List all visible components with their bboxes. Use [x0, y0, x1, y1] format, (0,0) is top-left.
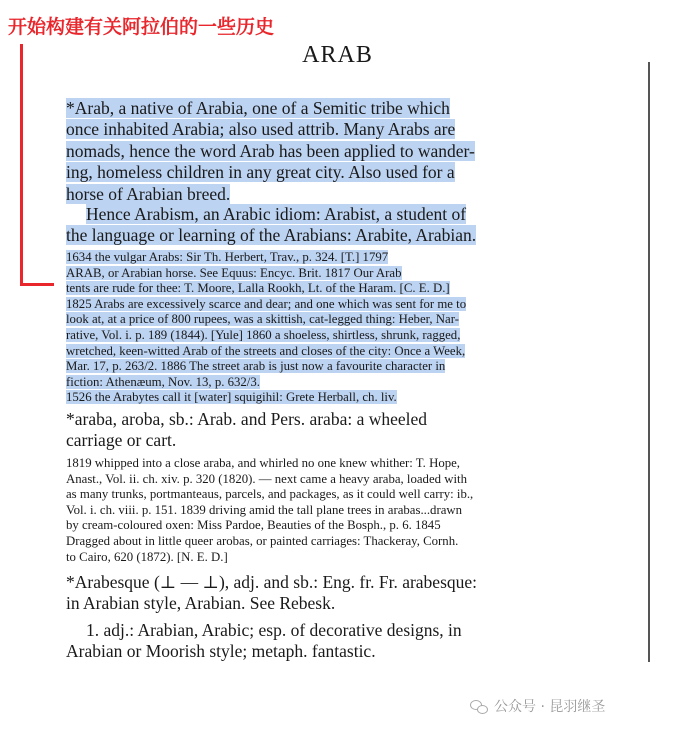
quotation-line: 1526 the Arabytes call it [water] squigihil: Grete Herball, ch. liv.: [66, 390, 397, 405]
definition-line: in Arabian style, Arabian. See Rebesk.: [66, 593, 336, 614]
column-rule: [648, 62, 650, 662]
quotation-line: Vol. i. ch. viii. p. 151. 1839 driving amid the tall plane trees in arabas...drawn: [66, 502, 463, 517]
quotation-line: rative, Vol. i. p. 189 (1844). [Yule] 1860 a shoeless, shirtless, shrunk, ragged,: [66, 327, 461, 342]
quotation-line: to Cairo, 620 (1872). [N. E. D.]: [66, 549, 228, 564]
entry-arab-hence: [66, 204, 636, 247]
quotation-line: wretched, keen-witted Arab of the streets and closes of the city: Once a Week,: [66, 343, 466, 358]
quotation-line: fiction: Athenæum, Nov. 13, p. 632/3.: [66, 374, 260, 389]
definition-line: once inhabited Arabia; also used attrib. Many Arabs are: [66, 119, 456, 140]
hence-line: Hence Arabism, an Arabic idiom: Arabist, a student of: [86, 204, 467, 224]
hence-line: the language or learning of the Arabians: Arabite, Arabian.: [66, 225, 477, 246]
quotation-line: tents are rude for thee: T. Moore, Lalla Rookh, Lt. of the Haram. [C. E. D.]: [66, 281, 450, 296]
quotation-line: Anast., Vol. ii. ch. xiv. p. 320 (1820). — next came a heavy araba, loaded with: [66, 471, 467, 486]
annotation-bracket: [20, 44, 54, 286]
quotation-line: 1634 the vulgar Arabs: Sir Th. Herbert, Trav., p. 324. [T.] 1797: [66, 250, 389, 264]
definition-line: horse of Arabian breed.: [66, 183, 231, 204]
entry-arab-quotations: [66, 250, 636, 406]
definition-line: carriage or cart.: [66, 430, 177, 451]
quotation-line: ARAB, or Arabian horse. See Equus: Encyc. Brit. 1817 Our Arab: [66, 265, 402, 280]
definition-line: nomads, hence the word Arab has been applied to wander-: [66, 140, 475, 161]
definition-line: ing, homeless children in any great city. Also used for a: [66, 162, 455, 183]
annotation-caption: 开始构建有关阿拉伯的一些历史: [8, 16, 275, 38]
quotation-line: look at, at a price of 800 rupees, was a skittish, cat-legged thing: Heber, Nar-: [66, 312, 459, 327]
quotation-line: 1819 whipped into a close araba, and whirled no one knew whither: T. Hope,: [66, 456, 460, 470]
quotation-line: Dragged about in little queer arobas, or painted carriages: Thackeray, Cornh.: [66, 533, 459, 548]
watermark-footer: [470, 696, 605, 716]
quotation-line: by cream-coloured oxen: Miss Pardoe, Beauties of the Bosph., p. 6. 1845: [66, 518, 441, 533]
entry-araba-quotations: [66, 456, 636, 565]
wechat-icon: [470, 699, 488, 714]
sense-line: 1. adj.: Arabian, Arabic; esp. of decorative designs, in: [86, 620, 462, 640]
quotation-line: as many trunks, portmanteaus, parcels, and packages, as it could well carry: ib.,: [66, 487, 474, 502]
definition-line: *araba, aroba, sb.: Arab. and Pers. araba: a wheeled: [66, 409, 428, 429]
quotation-line: Mar. 17, p. 263/2. 1886 The street arab is just now a favourite character in: [66, 359, 446, 374]
entry-arabesque-sense: [66, 620, 636, 663]
entry-arabesque-definition: [66, 572, 636, 615]
page-title: ARAB: [302, 42, 373, 68]
watermark-text: 公众号 · 昆羽继圣: [494, 699, 606, 715]
definition-line: *Arab, a native of Arabia, one of a Semitic tribe which: [66, 98, 450, 118]
definition-line: *Arabesque (⊥ — ⊥), adj. and sb.: Eng. fr. Fr. arabesque:: [66, 572, 478, 592]
entry-arab-definition: [66, 98, 636, 205]
sense-line: Arabian or Moorish style; metaph. fantastic.: [66, 641, 376, 662]
quotation-line: 1825 Arabs are excessively scarce and dear; and one which was sent for me to: [66, 296, 467, 311]
entry-araba-definition: [66, 409, 636, 452]
